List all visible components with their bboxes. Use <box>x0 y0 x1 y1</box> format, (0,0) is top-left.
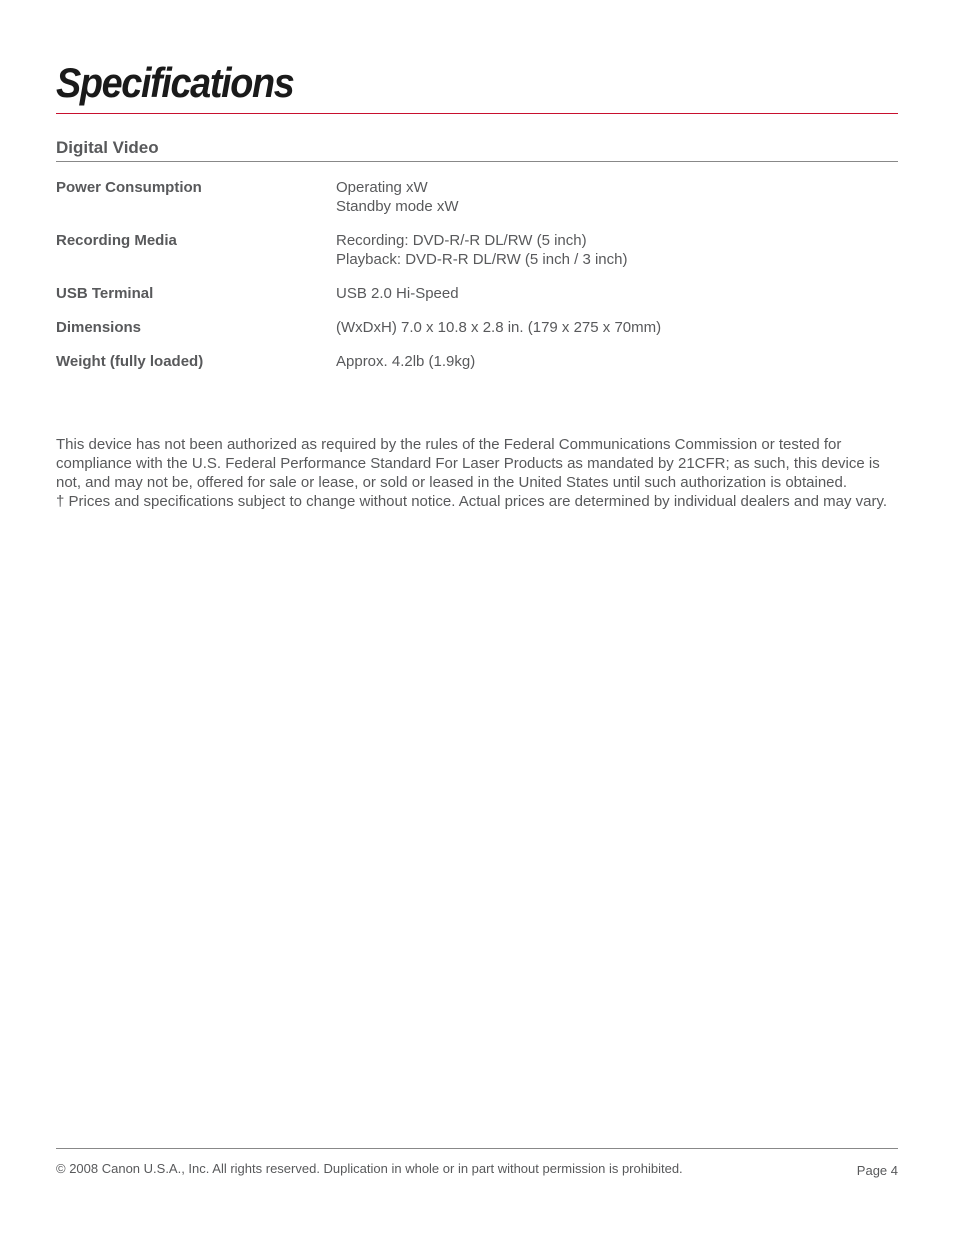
spec-row-dimensions <box>56 318 898 337</box>
spec-values <box>336 352 898 371</box>
disclaimer <box>56 435 902 511</box>
fcc-notice: This device has not been authorized as required by the rules of the Federal Communications Commission or tested for compliance with the U.S. Federal Performance Standard For Laser Products as mandated by 21CFR; as such, this device is not, and may not be, offered for sale or lease, or sold or leased in the United States until such authorization is obtained. <box>56 436 880 491</box>
spec-label: Dimensions <box>56 319 142 336</box>
spec-value: (WxDxH) 7.0 x 10.8 x 2.8 in. (179 x 275 x 70mm) <box>336 319 662 336</box>
footer-copyright: © 2008 Canon U.S.A., Inc. All rights reserved. Duplication in whole or in part without permission is prohibited. <box>56 1161 683 1176</box>
spec-value: Operating xW <box>336 179 428 196</box>
page-title: Specifications <box>56 59 294 106</box>
spec-row-power-consumption <box>56 178 898 216</box>
spec-table <box>56 178 898 386</box>
spec-value: Playback: DVD-R-R DL/RW (5 inch / 3 inch) <box>336 251 628 268</box>
spec-values <box>336 231 898 269</box>
spec-label: Weight (fully loaded) <box>56 353 204 370</box>
section-heading: Digital Video <box>56 138 159 157</box>
spec-row-weight <box>56 352 898 371</box>
spec-value: Recording: DVD-R/-R DL/RW (5 inch) <box>336 232 587 249</box>
title-divider <box>56 113 898 114</box>
spec-label: Recording Media <box>56 232 177 249</box>
spec-row-recording-media <box>56 231 898 269</box>
spec-row-usb-terminal <box>56 284 898 303</box>
spec-value: USB 2.0 Hi-Speed <box>336 285 459 302</box>
spec-values <box>336 284 898 303</box>
spec-value: Approx. 4.2lb (1.9kg) <box>336 353 476 370</box>
spec-value: Standby mode xW <box>336 198 459 215</box>
spec-label: Power Consumption <box>56 179 202 196</box>
page-number: Page 4 <box>856 1163 898 1178</box>
price-notice: † Prices and specifications subject to change without notice. Actual prices are determined by individual dealers and may vary. <box>56 493 888 510</box>
spec-label: USB Terminal <box>56 285 154 302</box>
section-divider <box>56 161 898 162</box>
spec-values <box>336 178 898 216</box>
spec-values <box>336 318 898 337</box>
footer-divider <box>56 1148 898 1149</box>
